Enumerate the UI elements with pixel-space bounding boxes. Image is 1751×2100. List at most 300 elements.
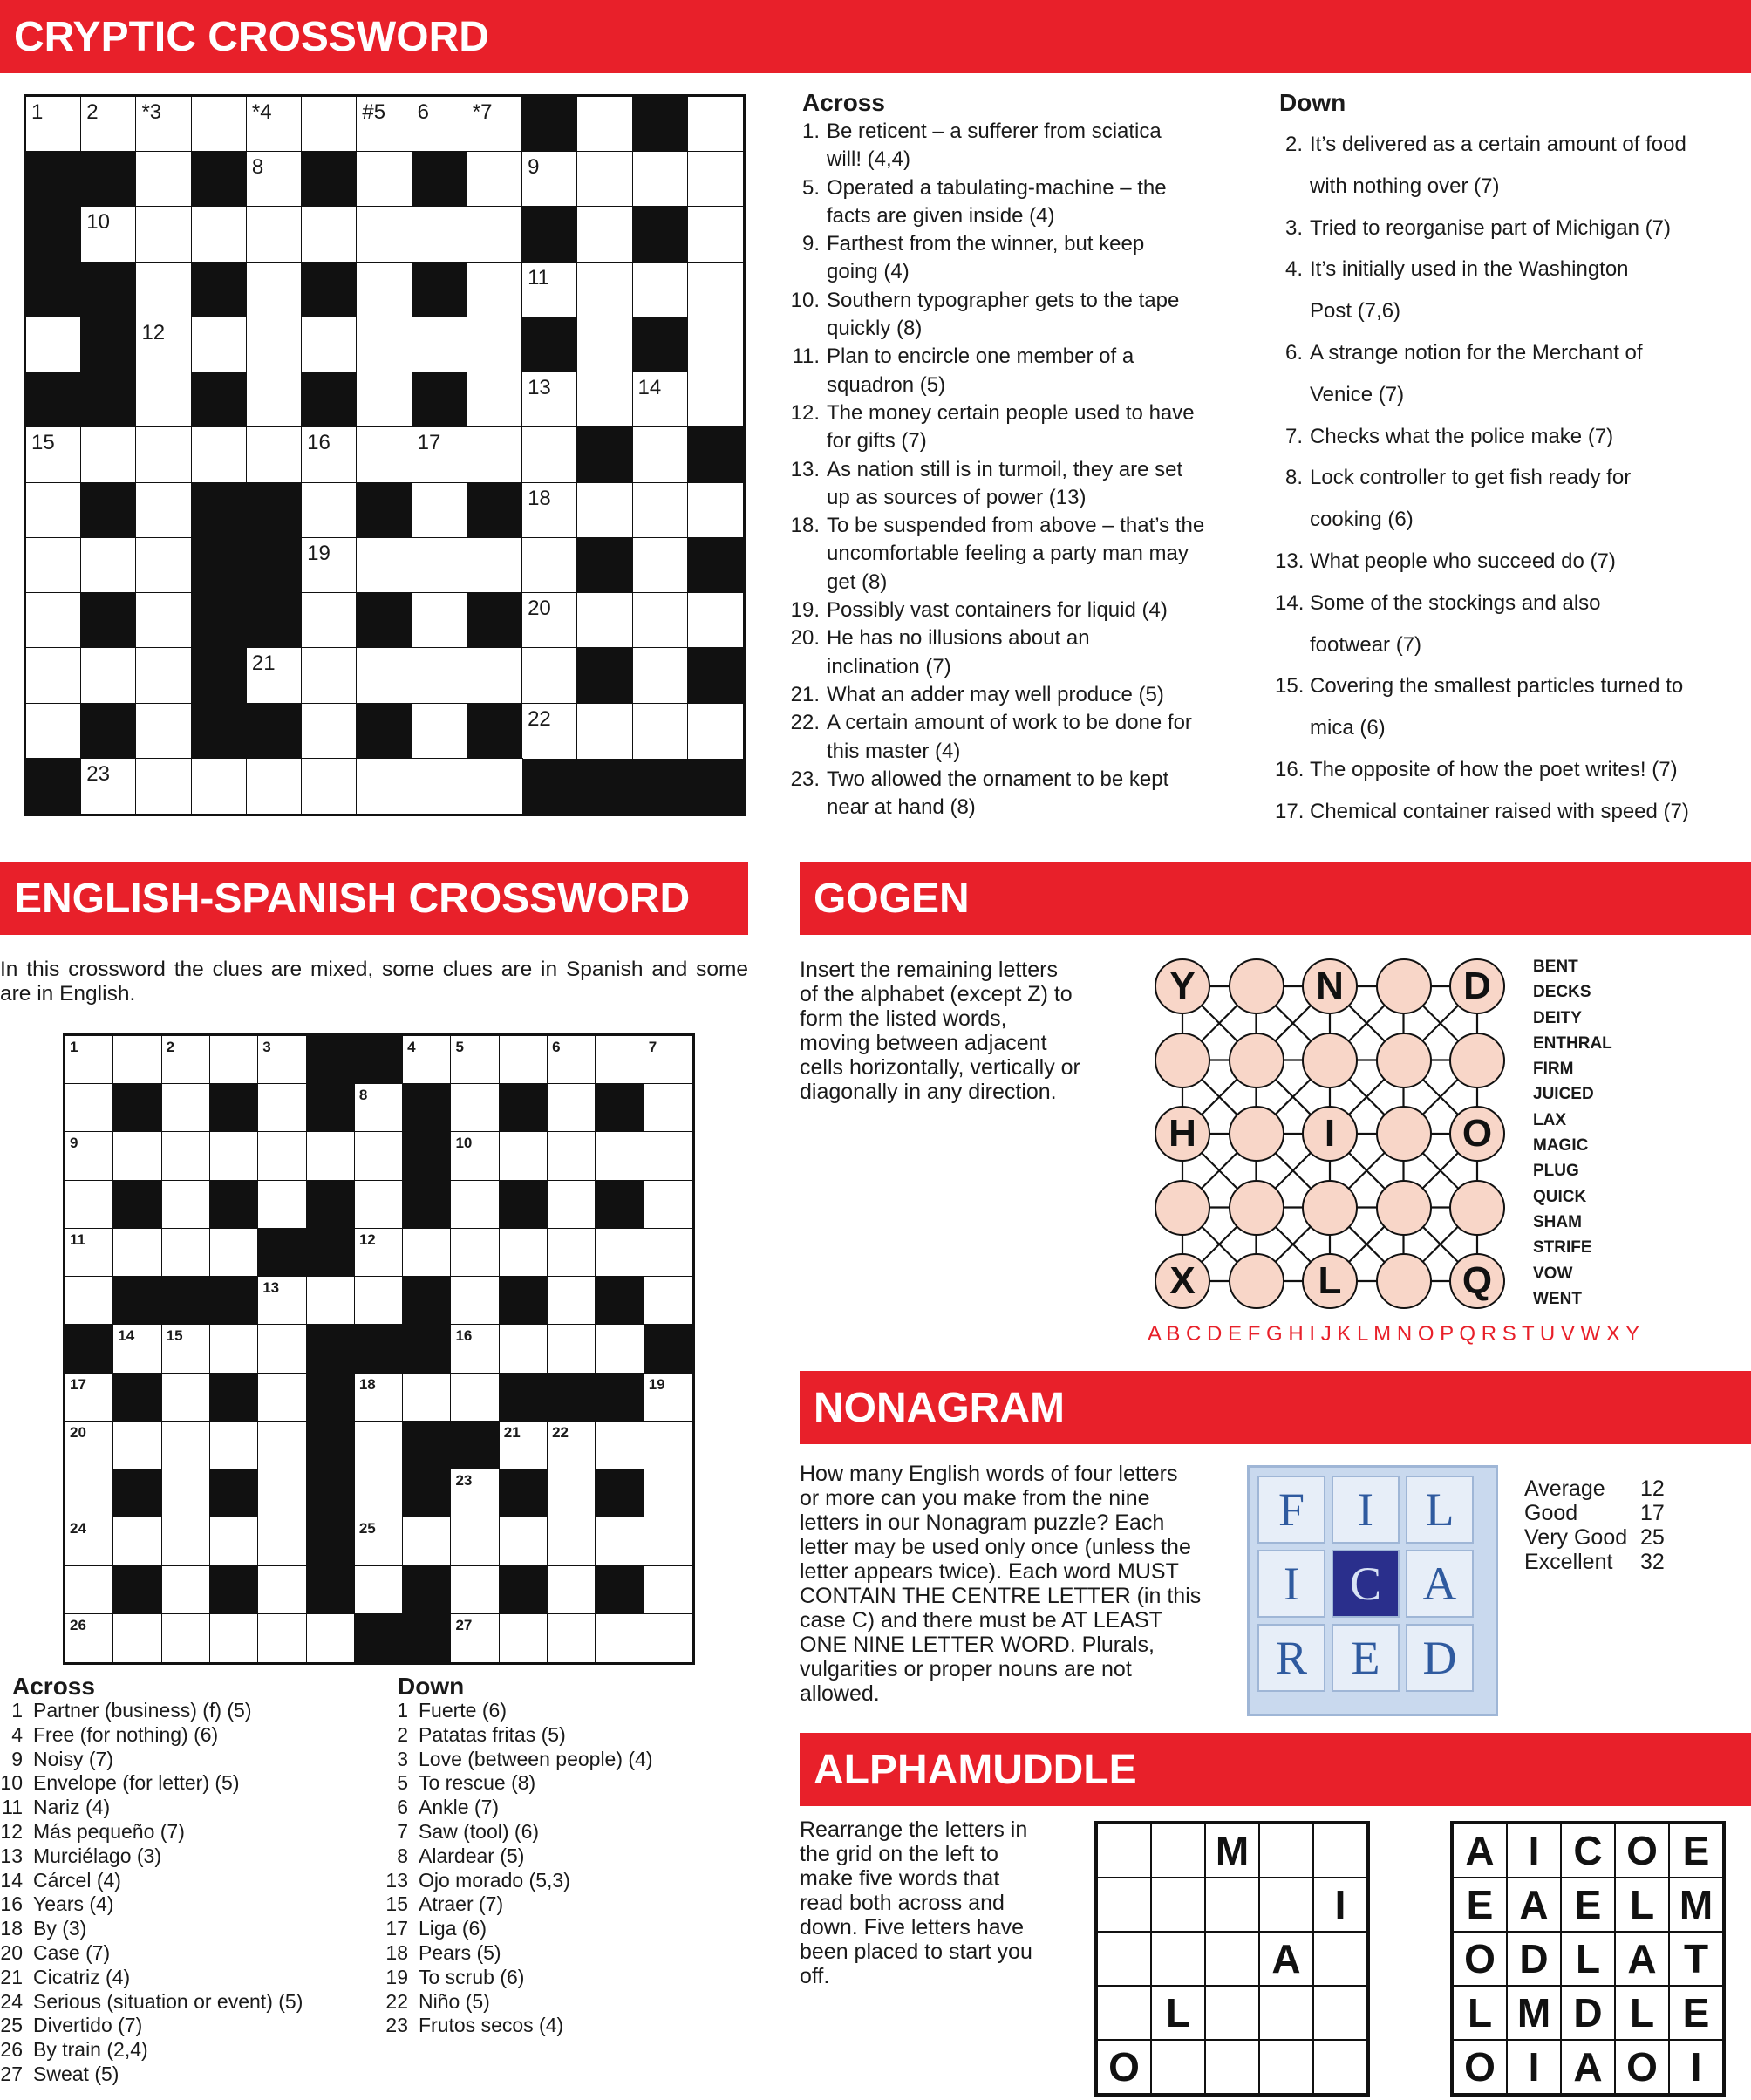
grid-cell[interactable]	[247, 759, 302, 814]
grid-cell[interactable]	[210, 1132, 258, 1180]
grid-cell[interactable]	[136, 759, 191, 814]
grid-cell[interactable]	[357, 427, 412, 482]
grid-cell[interactable]	[210, 1229, 258, 1277]
grid-cell[interactable]	[26, 427, 81, 482]
grid-cell[interactable]	[548, 1229, 596, 1277]
grid-cell[interactable]	[357, 648, 412, 703]
grid-cell[interactable]	[355, 1517, 403, 1565]
gogen-cell[interactable]	[1229, 1253, 1284, 1309]
grid-cell[interactable]	[644, 1469, 692, 1517]
grid-cell[interactable]	[644, 1181, 692, 1229]
alphamuddle-cell[interactable]: O	[1615, 1824, 1669, 1878]
grid-cell[interactable]	[644, 1036, 692, 1084]
grid-cell[interactable]	[451, 1469, 499, 1517]
grid-cell[interactable]	[688, 317, 743, 372]
alphamuddle-cell[interactable]	[1205, 1986, 1259, 2040]
grid-cell[interactable]	[412, 97, 467, 152]
alphamuddle-cell[interactable]: M	[1507, 1986, 1561, 2040]
grid-cell[interactable]	[26, 704, 81, 759]
grid-cell[interactable]	[522, 372, 577, 427]
grid-cell[interactable]	[451, 1229, 499, 1277]
alphamuddle-cell[interactable]: L	[1615, 1878, 1669, 1932]
grid-cell[interactable]	[258, 1181, 306, 1229]
grid-cell[interactable]	[412, 759, 467, 814]
grid-cell[interactable]	[192, 759, 247, 814]
grid-cell[interactable]	[247, 317, 302, 372]
grid-cell[interactable]	[162, 1566, 210, 1614]
grid-cell[interactable]	[355, 1566, 403, 1614]
alphamuddle-cell[interactable]	[1205, 2040, 1259, 2094]
alphamuddle-cell[interactable]	[1097, 1932, 1151, 1986]
grid-cell[interactable]	[355, 1469, 403, 1517]
grid-cell[interactable]	[451, 1614, 499, 1662]
grid-cell[interactable]	[500, 1132, 548, 1180]
grid-cell[interactable]	[644, 1084, 692, 1132]
gogen-cell[interactable]	[1376, 1033, 1432, 1088]
grid-cell[interactable]	[451, 1036, 499, 1084]
grid-cell[interactable]	[355, 1132, 403, 1180]
grid-cell[interactable]	[258, 1469, 306, 1517]
grid-cell[interactable]	[258, 1084, 306, 1132]
grid-cell[interactable]	[548, 1084, 596, 1132]
grid-cell[interactable]	[577, 317, 632, 372]
grid-cell[interactable]	[258, 1614, 306, 1662]
grid-cell[interactable]	[65, 1469, 113, 1517]
grid-cell[interactable]	[633, 372, 688, 427]
alphamuddle-cell[interactable]: A	[1453, 1824, 1507, 1878]
grid-cell[interactable]	[162, 1374, 210, 1422]
grid-cell[interactable]	[522, 427, 577, 482]
alphamuddle-cell[interactable]: O	[1097, 2040, 1151, 2094]
grid-cell[interactable]	[548, 1132, 596, 1180]
grid-cell[interactable]	[577, 152, 632, 207]
grid-cell[interactable]	[26, 483, 81, 538]
grid-cell[interactable]	[192, 427, 247, 482]
alphamuddle-cell[interactable]: I	[1507, 1824, 1561, 1878]
alphamuddle-cell[interactable]: C	[1561, 1824, 1615, 1878]
grid-cell[interactable]	[467, 262, 522, 317]
grid-cell[interactable]	[644, 1277, 692, 1325]
grid-cell[interactable]	[26, 538, 81, 593]
grid-cell[interactable]	[688, 483, 743, 538]
grid-cell[interactable]	[522, 538, 577, 593]
grid-cell[interactable]	[113, 1036, 161, 1084]
grid-cell[interactable]	[192, 207, 247, 262]
gogen-cell[interactable]	[1449, 1033, 1505, 1088]
grid-cell[interactable]	[596, 1325, 644, 1373]
grid-cell[interactable]	[210, 1325, 258, 1373]
grid-cell[interactable]	[302, 648, 357, 703]
grid-cell[interactable]	[644, 1229, 692, 1277]
grid-cell[interactable]	[451, 1517, 499, 1565]
gogen-cell[interactable]	[1376, 1106, 1432, 1162]
alphamuddle-cell[interactable]	[1151, 1824, 1205, 1878]
alphamuddle-cell[interactable]: A	[1259, 1932, 1313, 1986]
grid-cell[interactable]	[258, 1132, 306, 1180]
alphamuddle-cell[interactable]: O	[1615, 2040, 1669, 2094]
grid-cell[interactable]	[210, 1422, 258, 1469]
grid-cell[interactable]	[633, 483, 688, 538]
alphamuddle-cell[interactable]: D	[1507, 1932, 1561, 1986]
grid-cell[interactable]	[688, 97, 743, 152]
gogen-cell[interactable]	[1302, 1033, 1358, 1088]
grid-cell[interactable]	[548, 1517, 596, 1565]
gogen-cell[interactable]: X	[1155, 1253, 1210, 1309]
grid-cell[interactable]	[522, 593, 577, 648]
grid-cell[interactable]	[522, 262, 577, 317]
gogen-cell[interactable]	[1302, 1180, 1358, 1236]
grid-cell[interactable]	[500, 1422, 548, 1469]
grid-cell[interactable]	[500, 1517, 548, 1565]
grid-cell[interactable]	[302, 483, 357, 538]
gogen-cell[interactable]: Q	[1449, 1253, 1505, 1309]
grid-cell[interactable]	[467, 427, 522, 482]
grid-cell[interactable]	[688, 207, 743, 262]
alphamuddle-cell[interactable]: T	[1669, 1932, 1723, 1986]
grid-cell[interactable]	[412, 593, 467, 648]
grid-cell[interactable]	[302, 538, 357, 593]
grid-cell[interactable]	[357, 317, 412, 372]
grid-cell[interactable]	[403, 1517, 451, 1565]
grid-cell[interactable]	[65, 1374, 113, 1422]
grid-cell[interactable]	[633, 648, 688, 703]
grid-cell[interactable]	[357, 262, 412, 317]
grid-cell[interactable]	[633, 427, 688, 482]
grid-cell[interactable]	[522, 152, 577, 207]
grid-cell[interactable]	[577, 97, 632, 152]
grid-cell[interactable]	[136, 152, 191, 207]
grid-cell[interactable]	[81, 427, 136, 482]
grid-cell[interactable]	[81, 538, 136, 593]
grid-cell[interactable]	[633, 262, 688, 317]
grid-cell[interactable]	[548, 1181, 596, 1229]
grid-cell[interactable]	[412, 648, 467, 703]
grid-cell[interactable]	[633, 538, 688, 593]
grid-cell[interactable]	[357, 207, 412, 262]
grid-cell[interactable]	[451, 1132, 499, 1180]
grid-cell[interactable]	[247, 152, 302, 207]
grid-cell[interactable]	[688, 262, 743, 317]
grid-cell[interactable]	[258, 1422, 306, 1469]
grid-cell[interactable]	[136, 207, 191, 262]
alphamuddle-cell[interactable]	[1097, 1986, 1151, 2040]
grid-cell[interactable]	[355, 1422, 403, 1469]
grid-cell[interactable]	[136, 538, 191, 593]
grid-cell[interactable]	[596, 1132, 644, 1180]
grid-cell[interactable]	[302, 97, 357, 152]
grid-cell[interactable]	[65, 1422, 113, 1469]
alphamuddle-cell[interactable]	[1259, 1986, 1313, 2040]
grid-cell[interactable]	[451, 1325, 499, 1373]
grid-cell[interactable]	[688, 593, 743, 648]
grid-cell[interactable]	[307, 1614, 355, 1662]
grid-cell[interactable]	[577, 704, 632, 759]
grid-cell[interactable]	[113, 1132, 161, 1180]
gogen-cell[interactable]	[1155, 1180, 1210, 1236]
grid-cell[interactable]	[355, 1084, 403, 1132]
grid-cell[interactable]	[162, 1325, 210, 1373]
alphamuddle-cell[interactable]	[1151, 1932, 1205, 1986]
grid-cell[interactable]	[412, 483, 467, 538]
grid-cell[interactable]	[403, 1374, 451, 1422]
alphamuddle-cell[interactable]: O	[1453, 2040, 1507, 2094]
grid-cell[interactable]	[522, 704, 577, 759]
grid-cell[interactable]	[577, 372, 632, 427]
grid-cell[interactable]	[192, 317, 247, 372]
grid-cell[interactable]	[412, 427, 467, 482]
grid-cell[interactable]	[65, 1084, 113, 1132]
grid-cell[interactable]	[357, 759, 412, 814]
gogen-cell[interactable]: L	[1302, 1253, 1358, 1309]
grid-cell[interactable]	[162, 1614, 210, 1662]
alphamuddle-cell[interactable]: E	[1453, 1878, 1507, 1932]
grid-cell[interactable]	[633, 152, 688, 207]
grid-cell[interactable]	[258, 1325, 306, 1373]
grid-cell[interactable]	[467, 207, 522, 262]
grid-cell[interactable]	[403, 1036, 451, 1084]
grid-cell[interactable]	[596, 1036, 644, 1084]
gogen-cell[interactable]: I	[1302, 1106, 1358, 1162]
grid-cell[interactable]	[644, 1566, 692, 1614]
gogen-cell[interactable]	[1449, 1180, 1505, 1236]
grid-cell[interactable]	[258, 1517, 306, 1565]
gogen-cell[interactable]	[1376, 1180, 1432, 1236]
grid-cell[interactable]	[302, 427, 357, 482]
alphamuddle-cell[interactable]	[1313, 2040, 1367, 2094]
grid-cell[interactable]	[577, 483, 632, 538]
grid-cell[interactable]	[136, 97, 191, 152]
grid-cell[interactable]	[688, 704, 743, 759]
grid-cell[interactable]	[26, 97, 81, 152]
grid-cell[interactable]	[412, 207, 467, 262]
grid-cell[interactable]	[688, 372, 743, 427]
grid-cell[interactable]	[302, 317, 357, 372]
grid-cell[interactable]	[596, 1229, 644, 1277]
grid-cell[interactable]	[247, 372, 302, 427]
grid-cell[interactable]	[596, 1614, 644, 1662]
gogen-cell[interactable]	[1229, 1106, 1284, 1162]
alphamuddle-cell[interactable]: L	[1615, 1986, 1669, 2040]
grid-cell[interactable]	[162, 1132, 210, 1180]
grid-cell[interactable]	[548, 1422, 596, 1469]
alphamuddle-cell[interactable]: L	[1561, 1932, 1615, 1986]
alphamuddle-cell[interactable]	[1097, 1878, 1151, 1932]
alphamuddle-cell[interactable]	[1259, 1824, 1313, 1878]
alphamuddle-cell[interactable]: L	[1151, 1986, 1205, 2040]
grid-cell[interactable]	[412, 538, 467, 593]
alphamuddle-cell[interactable]	[1313, 1824, 1367, 1878]
grid-cell[interactable]	[451, 1181, 499, 1229]
grid-cell[interactable]	[548, 1566, 596, 1614]
alphamuddle-cell[interactable]	[1151, 2040, 1205, 2094]
grid-cell[interactable]	[403, 1229, 451, 1277]
alphamuddle-cell[interactable]: E	[1561, 1878, 1615, 1932]
grid-cell[interactable]	[65, 1277, 113, 1325]
grid-cell[interactable]	[136, 317, 191, 372]
alphamuddle-cell[interactable]: E	[1669, 1824, 1723, 1878]
grid-cell[interactable]	[65, 1229, 113, 1277]
grid-cell[interactable]	[688, 152, 743, 207]
grid-cell[interactable]	[113, 1229, 161, 1277]
grid-cell[interactable]	[136, 593, 191, 648]
grid-cell[interactable]	[355, 1277, 403, 1325]
grid-cell[interactable]	[136, 372, 191, 427]
grid-cell[interactable]	[258, 1036, 306, 1084]
grid-cell[interactable]	[644, 1517, 692, 1565]
alphamuddle-cell[interactable]	[1205, 1932, 1259, 1986]
grid-cell[interactable]	[500, 1325, 548, 1373]
alphamuddle-cell[interactable]: I	[1669, 2040, 1723, 2094]
grid-cell[interactable]	[162, 1469, 210, 1517]
grid-cell[interactable]	[451, 1566, 499, 1614]
grid-cell[interactable]	[548, 1325, 596, 1373]
grid-cell[interactable]	[302, 207, 357, 262]
alphamuddle-cell[interactable]: L	[1453, 1986, 1507, 2040]
grid-cell[interactable]	[596, 1422, 644, 1469]
grid-cell[interactable]	[467, 372, 522, 427]
grid-cell[interactable]	[136, 483, 191, 538]
grid-cell[interactable]	[577, 593, 632, 648]
grid-cell[interactable]	[644, 1374, 692, 1422]
grid-cell[interactable]	[633, 704, 688, 759]
grid-cell[interactable]	[26, 317, 81, 372]
gogen-cell[interactable]	[1376, 958, 1432, 1014]
alphamuddle-cell[interactable]: I	[1507, 2040, 1561, 2094]
grid-cell[interactable]	[644, 1614, 692, 1662]
grid-cell[interactable]	[355, 1374, 403, 1422]
gogen-cell[interactable]: N	[1302, 958, 1358, 1014]
grid-cell[interactable]	[210, 1036, 258, 1084]
alphamuddle-cell[interactable]	[1151, 1878, 1205, 1932]
alphamuddle-cell[interactable]: O	[1453, 1932, 1507, 1986]
grid-cell[interactable]	[467, 538, 522, 593]
grid-cell[interactable]	[522, 648, 577, 703]
alphamuddle-cell[interactable]	[1313, 1986, 1367, 2040]
grid-cell[interactable]	[113, 1517, 161, 1565]
grid-cell[interactable]	[644, 1422, 692, 1469]
grid-cell[interactable]	[81, 97, 136, 152]
grid-cell[interactable]	[357, 97, 412, 152]
gogen-cell[interactable]: H	[1155, 1106, 1210, 1162]
grid-cell[interactable]	[467, 97, 522, 152]
grid-cell[interactable]	[451, 1277, 499, 1325]
grid-cell[interactable]	[258, 1374, 306, 1422]
grid-cell[interactable]	[136, 704, 191, 759]
alphamuddle-cell[interactable]	[1205, 1878, 1259, 1932]
gogen-cell[interactable]	[1229, 1180, 1284, 1236]
grid-cell[interactable]	[644, 1132, 692, 1180]
gogen-cell[interactable]: D	[1449, 958, 1505, 1014]
grid-cell[interactable]	[113, 1325, 161, 1373]
grid-cell[interactable]	[302, 759, 357, 814]
gogen-cell[interactable]: O	[1449, 1106, 1505, 1162]
grid-cell[interactable]	[577, 262, 632, 317]
alphamuddle-cell[interactable]: E	[1669, 1986, 1723, 2040]
grid-cell[interactable]	[548, 1469, 596, 1517]
alphamuddle-cell[interactable]	[1313, 1932, 1367, 1986]
alphamuddle-cell[interactable]: D	[1561, 1986, 1615, 2040]
grid-cell[interactable]	[65, 1517, 113, 1565]
grid-cell[interactable]	[65, 1614, 113, 1662]
grid-cell[interactable]	[162, 1229, 210, 1277]
grid-cell[interactable]	[633, 593, 688, 648]
grid-cell[interactable]	[302, 704, 357, 759]
grid-cell[interactable]	[357, 372, 412, 427]
grid-cell[interactable]	[136, 427, 191, 482]
grid-cell[interactable]	[500, 1036, 548, 1084]
alphamuddle-cell[interactable]: I	[1313, 1878, 1367, 1932]
grid-cell[interactable]	[258, 1566, 306, 1614]
grid-cell[interactable]	[355, 1229, 403, 1277]
grid-cell[interactable]	[162, 1517, 210, 1565]
grid-cell[interactable]	[357, 538, 412, 593]
grid-cell[interactable]	[467, 152, 522, 207]
grid-cell[interactable]	[357, 152, 412, 207]
grid-cell[interactable]	[412, 317, 467, 372]
alphamuddle-cell[interactable]: A	[1507, 1878, 1561, 1932]
grid-cell[interactable]	[65, 1181, 113, 1229]
grid-cell[interactable]	[522, 483, 577, 538]
grid-cell[interactable]	[81, 207, 136, 262]
grid-cell[interactable]	[192, 97, 247, 152]
grid-cell[interactable]	[247, 427, 302, 482]
gogen-cell[interactable]	[1155, 1033, 1210, 1088]
alphamuddle-cell[interactable]: M	[1669, 1878, 1723, 1932]
alphamuddle-cell[interactable]	[1259, 1878, 1313, 1932]
grid-cell[interactable]	[247, 648, 302, 703]
alphamuddle-cell[interactable]	[1097, 1824, 1151, 1878]
alphamuddle-cell[interactable]: A	[1615, 1932, 1669, 1986]
grid-cell[interactable]	[162, 1181, 210, 1229]
grid-cell[interactable]	[210, 1614, 258, 1662]
grid-cell[interactable]	[258, 1277, 306, 1325]
grid-cell[interactable]	[548, 1614, 596, 1662]
grid-cell[interactable]	[302, 593, 357, 648]
gogen-cell[interactable]	[1229, 958, 1284, 1014]
grid-cell[interactable]	[247, 97, 302, 152]
grid-cell[interactable]	[355, 1181, 403, 1229]
gogen-cell[interactable]	[1229, 1033, 1284, 1088]
grid-cell[interactable]	[113, 1422, 161, 1469]
grid-cell[interactable]	[577, 207, 632, 262]
grid-cell[interactable]	[467, 317, 522, 372]
gogen-cell[interactable]: Y	[1155, 958, 1210, 1014]
grid-cell[interactable]	[162, 1036, 210, 1084]
grid-cell[interactable]	[548, 1277, 596, 1325]
alphamuddle-cell[interactable]: A	[1561, 2040, 1615, 2094]
grid-cell[interactable]	[136, 648, 191, 703]
grid-cell[interactable]	[136, 262, 191, 317]
grid-cell[interactable]	[162, 1422, 210, 1469]
grid-cell[interactable]	[467, 759, 522, 814]
alphamuddle-cell[interactable]	[1259, 2040, 1313, 2094]
alphamuddle-cell[interactable]: M	[1205, 1824, 1259, 1878]
grid-cell[interactable]	[247, 262, 302, 317]
gogen-cell[interactable]	[1376, 1253, 1432, 1309]
grid-cell[interactable]	[500, 1229, 548, 1277]
grid-cell[interactable]	[65, 1566, 113, 1614]
grid-cell[interactable]	[412, 704, 467, 759]
grid-cell[interactable]	[65, 1132, 113, 1180]
grid-cell[interactable]	[65, 1036, 113, 1084]
grid-cell[interactable]	[451, 1084, 499, 1132]
grid-cell[interactable]	[467, 648, 522, 703]
grid-cell[interactable]	[500, 1614, 548, 1662]
grid-cell[interactable]	[81, 759, 136, 814]
grid-cell[interactable]	[247, 207, 302, 262]
grid-cell[interactable]	[162, 1084, 210, 1132]
grid-cell[interactable]	[548, 1036, 596, 1084]
